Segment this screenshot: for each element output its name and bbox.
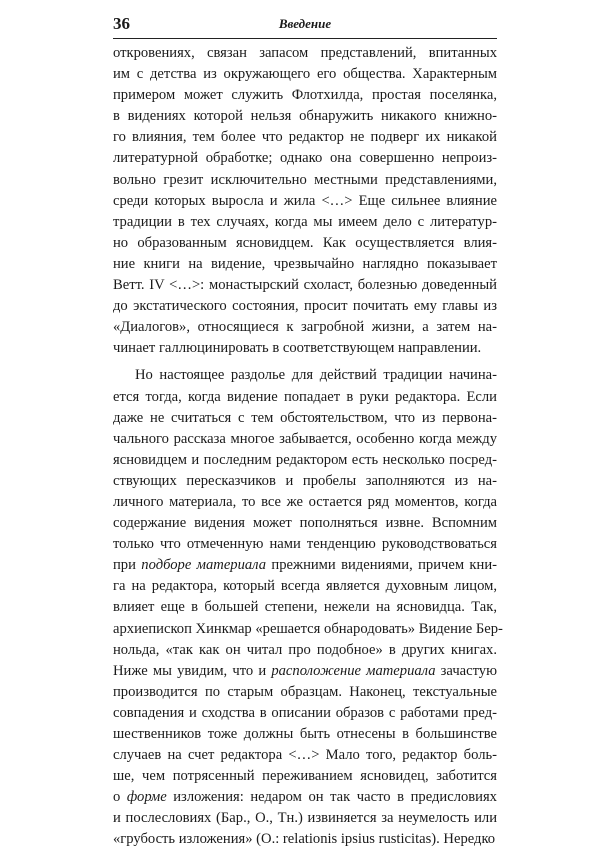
text-line (113, 212, 497, 233)
text-line (113, 191, 497, 212)
text-line (113, 296, 497, 317)
line-text: ше, чем потрясенный переживанием ясновидец, заботится (113, 768, 497, 785)
running-header (113, 12, 497, 39)
line-text: архиепископ Хинкмар «решается обнародовать» Видение Бер- (113, 620, 503, 637)
italic-text: форме (126, 789, 167, 806)
page-number: 36 (113, 14, 130, 33)
line-text: Ветт. IV <…>: монастырский схоласт, болезнью доведенный (113, 277, 497, 294)
line-text: вольно грезит исключительно местными представлениями, (113, 171, 497, 188)
text-line (113, 808, 497, 829)
line-text: изложения: недаром он так часто в предисловиях (166, 789, 497, 806)
text-line (113, 429, 497, 450)
text-line (113, 387, 497, 408)
text-line (113, 127, 497, 148)
line-text: до экстатического состояния, просит почитать ему главы из (113, 298, 497, 315)
text-line (113, 829, 497, 850)
line-text: Ниже мы увидим, что и (113, 662, 272, 679)
line-text: зачастую (435, 662, 497, 679)
body-text (113, 43, 503, 851)
text-line (113, 682, 497, 703)
line-text: литературной обработке; однако она совершенно непроиз- (113, 150, 497, 167)
text-line (113, 275, 497, 296)
line-text: им с детства из окружающего его общества. Характерным (113, 66, 497, 83)
line-text: примером может служить Флотхилда, простая поселянка, (113, 87, 497, 104)
line-text: совпадения и сходства в описании образов с работами пред- (113, 704, 497, 721)
line-text: го влияния, тем более что редактор не подверг их никакой (113, 129, 497, 146)
line-text: влияет еще в большей степени, нежели на ясновидца. Так, (113, 599, 497, 616)
text-line (113, 43, 497, 64)
text-line (113, 619, 503, 640)
text-line (113, 338, 497, 359)
text-line (113, 148, 497, 169)
line-text: только что отмеченную нами тенденцию руководствоваться (113, 536, 497, 553)
line-text: о (113, 789, 127, 806)
line-text: при (113, 557, 142, 574)
italic-text: подборе материала (141, 557, 267, 574)
text-line (113, 365, 497, 386)
line-text: личного материала, то все же остается ряд моментов, когда (113, 493, 497, 510)
line-text: нольда, «так как он читал про подобное» в других книгах. (113, 641, 497, 658)
text-line (113, 492, 497, 513)
line-text: и послесловиях (Бар., О., Тн.) извиняется за неумелость или (113, 810, 497, 827)
text-line (113, 640, 497, 661)
line-text: ется тогда, когда видение попадает в руки редактора. Если (113, 388, 497, 405)
text-line (113, 317, 497, 338)
line-text: даже не считаться с тем обстоятельством, что из первона- (113, 409, 497, 426)
text-line (113, 766, 497, 787)
text-line (113, 745, 497, 766)
text-line (113, 787, 497, 808)
text-line (113, 254, 497, 275)
paragraph (113, 365, 503, 850)
line-text: содержание видения может пополняться извне. Вспомним (113, 515, 497, 532)
text-line (113, 64, 497, 85)
text-line (113, 724, 497, 745)
line-text: ствующих пересказчиков и пробелы заполняются из на- (113, 472, 497, 489)
italic-text: расположение материала (271, 662, 436, 679)
line-text: производится по старым образцам. Наконец, текстуальные (113, 683, 497, 700)
line-text: ние книги на видение, чрезвычайно наглядно показывает (113, 255, 497, 272)
line-text: но образованным ясновидцем. Как осуществляется влия- (113, 234, 497, 251)
text-line (113, 661, 497, 682)
line-text: прежними видениями, причем кни- (266, 557, 497, 574)
text-line (113, 170, 497, 191)
text-line (113, 534, 497, 555)
chapter-title: Введение (278, 16, 332, 31)
paragraph (113, 43, 497, 359)
line-text: «Диалогов», относящиеся к загробной жизни, а затем на- (113, 319, 497, 336)
line-text: в видениях которой нельзя обнаружить никакого книжно- (113, 108, 497, 125)
line-text: чинает галлюцинировать в соответствующем направлении. (113, 340, 482, 357)
text-line (113, 408, 497, 429)
line-text: ясновидцем и последним редактором есть несколько посред- (113, 451, 497, 468)
text-line (113, 703, 497, 724)
line-text: шественников тоже должны быть отнесены в большинстве (113, 726, 497, 742)
line-text: чального рассказа многое забывается, особенно когда между (113, 430, 497, 447)
text-line (113, 513, 497, 534)
line-text: традиции в тех случаях, когда мы имеем дело с литератур- (113, 213, 497, 230)
line-text: Но настоящее раздолье для действий традиции начина- (135, 367, 497, 384)
line-text: случаев на счет редактора <…> Мало того, редактор боль- (113, 747, 497, 764)
text-line (113, 597, 497, 618)
line-text: среди которых выросла и жила <…> Еще сильнее влияние (113, 192, 497, 209)
text-line (113, 233, 497, 254)
line-text: откровениях, связан запасом представлений, впитанных (113, 45, 497, 61)
line-text: га на редактора, который всегда является духовным лицом, (113, 578, 497, 595)
text-line (113, 85, 497, 106)
text-line (113, 555, 497, 576)
line-text: «грубость изложения» (О.: relationis ipsius rusticitas). Нередко (113, 831, 496, 848)
text-line (113, 471, 497, 492)
text-line (113, 450, 497, 471)
text-line (113, 576, 497, 597)
text-line (113, 106, 497, 127)
